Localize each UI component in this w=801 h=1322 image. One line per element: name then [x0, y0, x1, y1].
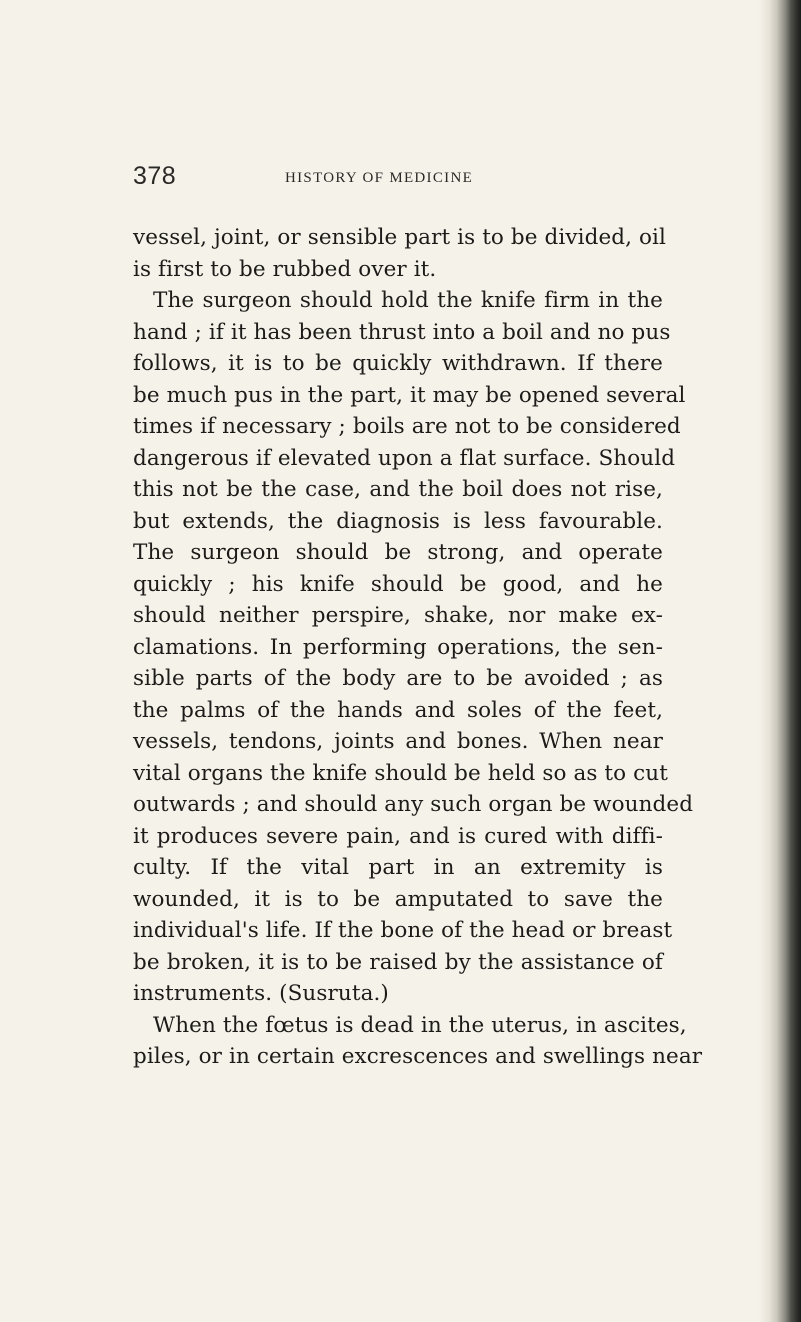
- text-line: be broken, it is to be raised by the assistance of: [133, 949, 663, 975]
- text-line: quickly ; his knife should be good, and he: [133, 571, 663, 597]
- text-line: be much pus in the part, it may be opened several: [133, 382, 686, 408]
- text-line: but extends, the diagnosis is less favourable.: [133, 508, 663, 534]
- page-number: 378: [133, 162, 177, 190]
- text-line: outwards ; and should any such organ be wounded: [133, 792, 694, 817]
- text-line: the palms of the hands and soles of the feet,: [133, 697, 663, 723]
- text-line: hand ; if it has been thrust into a boil and no pus: [133, 319, 671, 345]
- text-line: When the fœtus is dead in the uterus, in ascites,: [153, 1012, 687, 1038]
- text-line: vessels, tendons, joints and bones. When near: [133, 729, 663, 754]
- body-text: [133, 222, 703, 1073]
- text-line: dangerous if elevated upon a flat surface. Should: [133, 445, 676, 471]
- text-line: The surgeon should hold the knife firm in the: [153, 288, 663, 313]
- text-line: wounded, it is to be amputated to save the: [133, 886, 663, 912]
- text-line: sible parts of the body are to be avoided ; as: [133, 666, 663, 691]
- text-line: clamations. In performing operations, the sen-: [133, 634, 663, 660]
- text-line: follows, it is to be quickly withdrawn. If there: [133, 351, 663, 376]
- text-line: should neither perspire, shake, nor make ex-: [133, 603, 663, 628]
- text-line: culty. If the vital part in an extremity is: [133, 855, 663, 880]
- running-head: HISTORY OF MEDICINE: [285, 170, 474, 186]
- text-line: this not be the case, and the boil does not rise,: [133, 477, 663, 502]
- text-line: individual's life. If the bone of the head or breast: [133, 918, 673, 943]
- text-line: is first to be rubbed over it.: [133, 256, 437, 282]
- text-line: vessel, joint, or sensible part is to be divided, oil: [133, 225, 667, 250]
- page-binding-edge: [759, 0, 801, 1322]
- text-line: instruments. (Susruta.): [133, 981, 389, 1006]
- text-line: it produces severe pain, and is cured with diffi-: [133, 823, 663, 849]
- text-line: The surgeon should be strong, and operate: [133, 540, 663, 565]
- page-header: [133, 162, 663, 198]
- text-line: vital organs the knife should be held so as to cut: [133, 760, 668, 786]
- text-line: times if necessary ; boils are not to be considered: [133, 414, 681, 439]
- text-line: piles, or in certain excrescences and swellings near: [133, 1044, 703, 1069]
